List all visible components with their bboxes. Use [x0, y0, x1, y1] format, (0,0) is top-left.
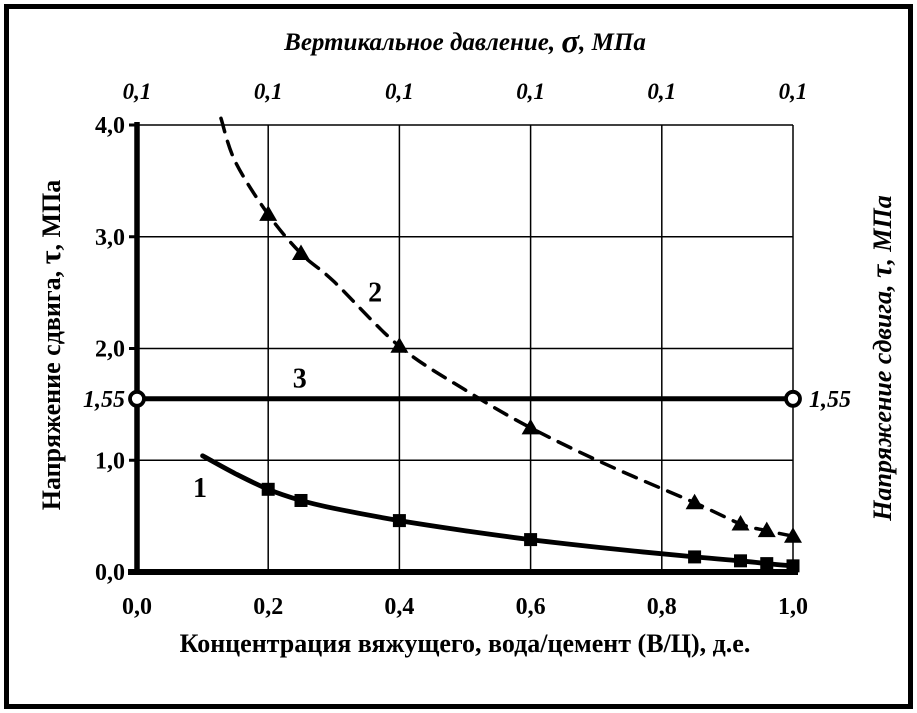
top-tick-label: 0,1	[516, 79, 545, 104]
x-tick-label: 1,0	[778, 594, 808, 620]
y-tick-label: 2,0	[95, 336, 125, 363]
y-tick-label: 4,0	[95, 113, 125, 139]
marker-square-series-1	[787, 559, 800, 572]
tau-symbol: τ	[865, 264, 898, 278]
series-curve-2	[221, 118, 793, 536]
marker-square-series-1	[688, 550, 701, 563]
marker-circle-series-3	[130, 392, 144, 406]
series-curve-1	[203, 456, 793, 566]
top-tick-label: 0,1	[778, 79, 808, 104]
top-tick-label: 0,1	[122, 79, 152, 104]
y-tick-label: 1,0	[95, 448, 125, 475]
marker-triangle-series-2	[522, 419, 540, 435]
series-label-1: 1	[192, 473, 207, 505]
top-axis-title-text: Вертикальное давление,	[284, 29, 562, 56]
right-axis-title-units: , МПа	[868, 195, 897, 265]
marker-square-series-1	[734, 554, 747, 567]
marker-square-series-1	[524, 533, 537, 546]
x-tick-label: 0,4	[384, 594, 415, 620]
marker-circle-series-3	[786, 392, 800, 406]
y-tick-label: 3,0	[95, 224, 125, 251]
right-axis-title-text: Напряжение сдвига,	[868, 277, 897, 521]
x-axis-title: Концентрация вяжущего, вода/цемент (В/Ц), д.е.	[179, 629, 751, 658]
sigma-symbol: σ	[561, 24, 580, 60]
tau-symbol: τ	[34, 250, 67, 265]
series-label-3: 3	[292, 363, 307, 395]
marker-square-series-1	[393, 514, 406, 527]
top-tick-label: 0,1	[647, 79, 677, 104]
marker-triangle-series-2	[390, 337, 408, 353]
x-tick-label: 0,8	[646, 594, 677, 620]
top-tick-label: 0,1	[385, 79, 414, 104]
marker-square-series-1	[295, 494, 308, 507]
left-axis-title-text: Напряжение сдвига,	[37, 264, 66, 511]
y-tick-label: 1,55	[83, 386, 125, 413]
x-tick-label: 0,6	[515, 594, 546, 620]
top-tick-label: 0,1	[253, 79, 283, 104]
series-label-2: 2	[368, 277, 383, 309]
x-tick-label: 0,2	[253, 594, 284, 620]
marker-square-series-1	[262, 483, 275, 496]
annotation-right-value: 1,55	[809, 386, 851, 413]
top-axis-title-units: , МПа	[579, 29, 646, 56]
y-tick-label: 0,0	[95, 560, 125, 586]
x-tick-label: 0,0	[122, 594, 152, 620]
left-axis-title-units: , МПа	[37, 179, 66, 251]
marker-square-series-1	[760, 557, 773, 570]
